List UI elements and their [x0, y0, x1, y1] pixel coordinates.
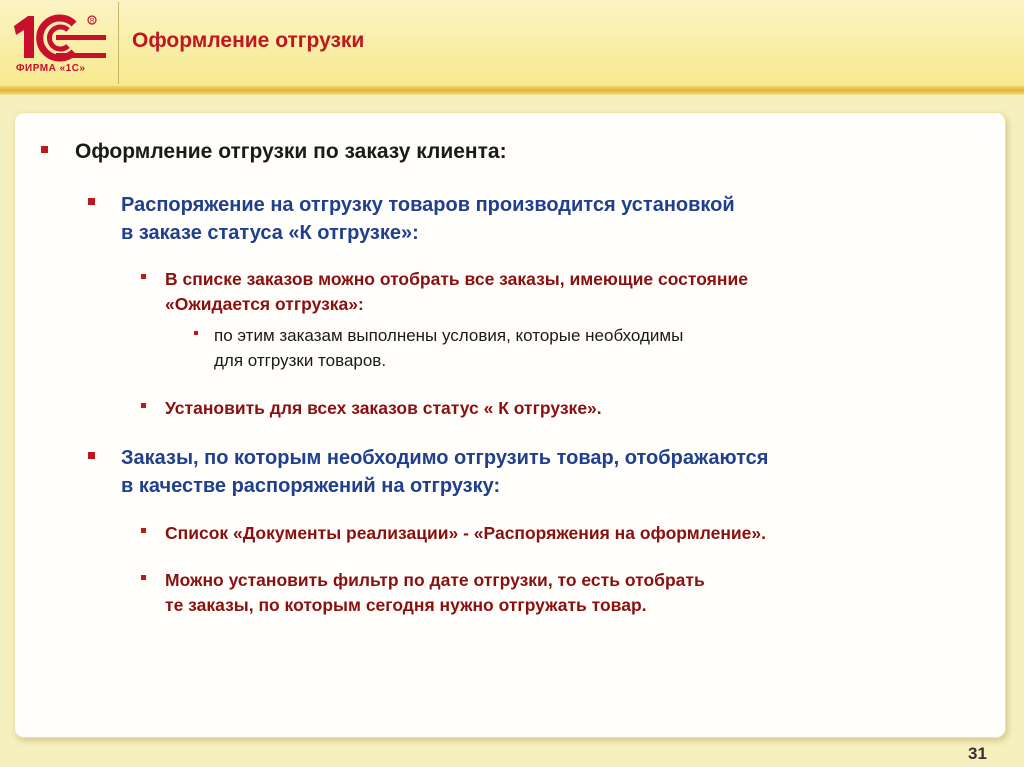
item7-line1: Список «Документы реализации» - «Распоряжения на оформление».: [165, 523, 766, 543]
logo-caption: ФИРМА «1С»: [16, 63, 86, 74]
logo-divider: [118, 2, 119, 84]
item5-line1: Установить для всех заказов статус « К отгрузке».: [165, 398, 602, 418]
bullet-square-icon: [141, 274, 146, 279]
item3-line2: «Ожидается отгрузка»:: [165, 294, 364, 314]
bullet-square-icon: [88, 452, 95, 459]
svg-text:R: R: [90, 18, 95, 25]
bullet-square-icon: [88, 198, 95, 205]
bullet-square-icon: [141, 528, 146, 533]
item3-line1: В списке заказов можно отобрать все заказы, имеющие состояние: [165, 269, 748, 289]
bullet-square-icon: [141, 575, 146, 580]
page-title: Оформление отгрузки: [132, 29, 365, 52]
page-number: 31: [968, 744, 987, 763]
bullet-square-icon: [194, 331, 198, 335]
bullet-square-icon: [141, 403, 146, 408]
item6-line2: в качестве распоряжений на отгрузку:: [121, 475, 501, 497]
item8-line1: Можно установить фильтр по дате отгрузки, то есть отобрать: [165, 570, 705, 590]
item6-line1: Заказы, по которым необходимо отгрузить товар, отображаются: [121, 447, 769, 469]
item4-line1: по этим заказам выполнены условия, которые необходимы: [214, 326, 684, 345]
item1-line1: Оформление отгрузки по заказу клиента:: [75, 140, 507, 163]
item2-line2: в заказе статуса «К отгрузке»:: [121, 222, 419, 244]
bullet-square-icon: [41, 146, 48, 153]
item8-line2: те заказы, по которым сегодня нужно отгружать товар.: [165, 595, 647, 615]
item4-line2: для отгрузки товаров.: [214, 351, 387, 370]
header-divider: [0, 86, 1024, 95]
item2-line1: Распоряжение на отгрузку товаров производится установкой: [121, 194, 735, 216]
